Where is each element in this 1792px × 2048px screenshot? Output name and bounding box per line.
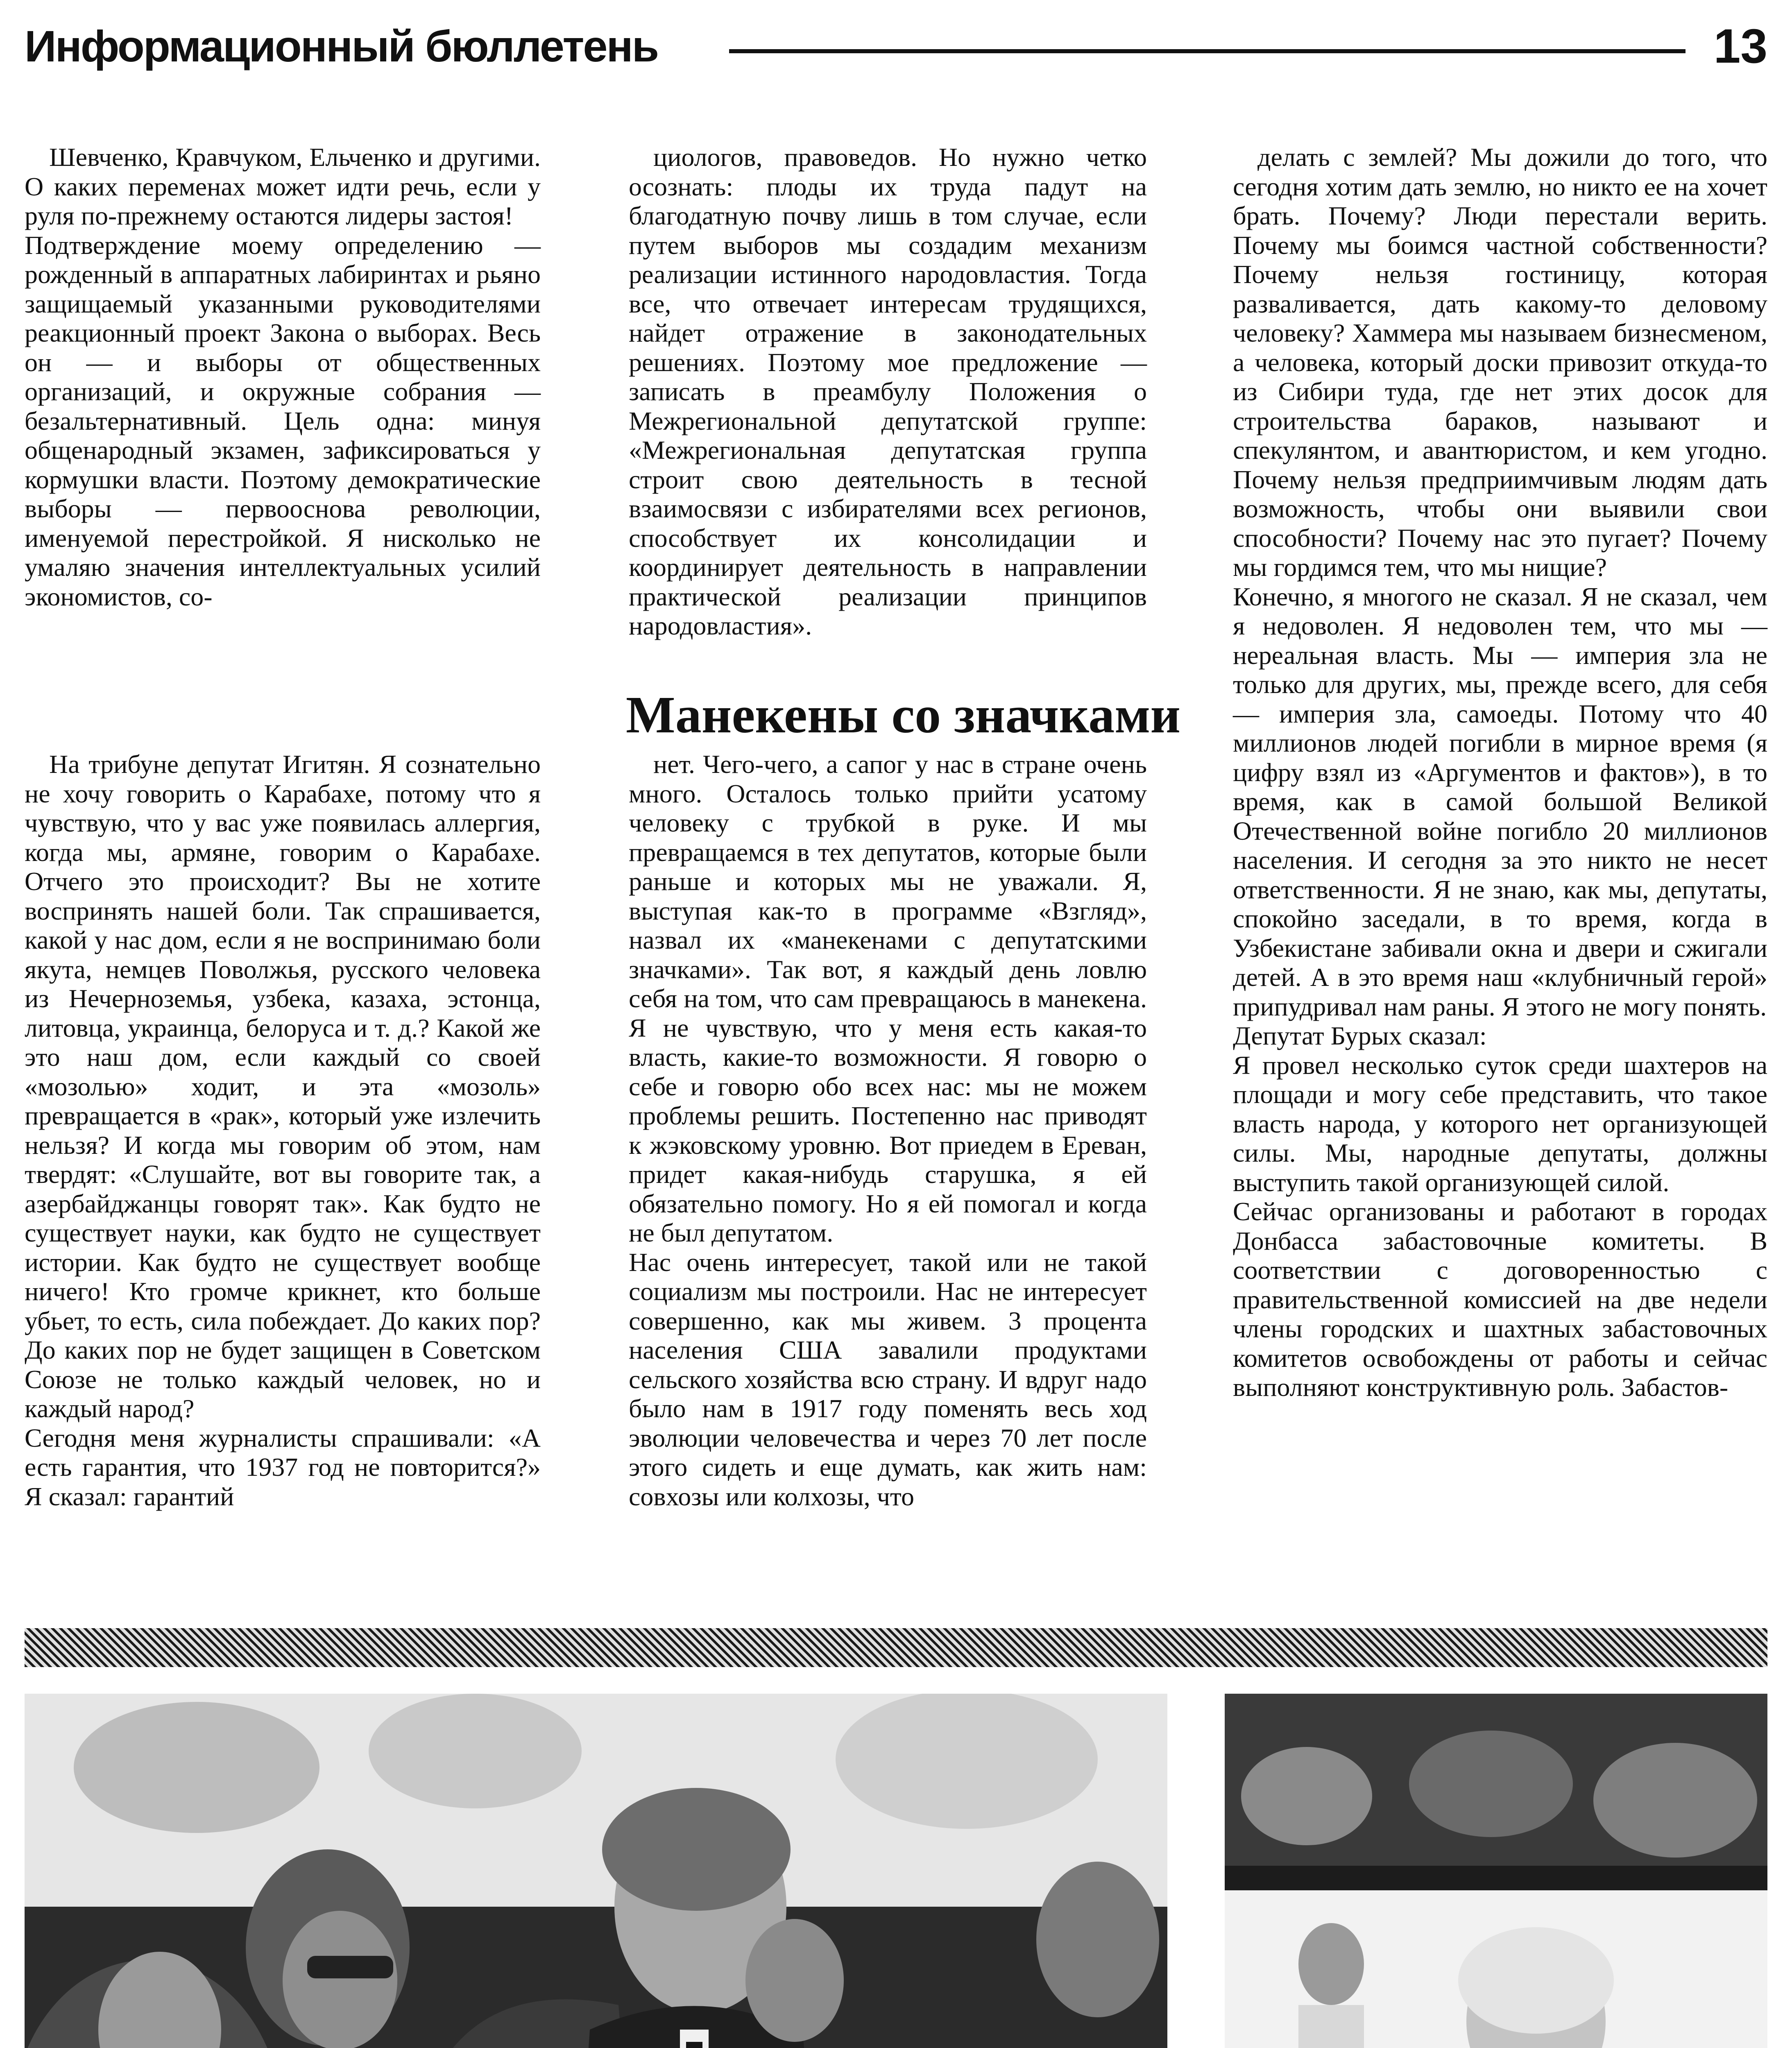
article-column-3: делать с землей? Мы дожили до того, что сегодня хотим дать землю, но никто ее на хочет брать. Почему? Люди перестали верить. Почему мы боимся частной собственности? Почему нельзя гостиницу, которая разваливается, дать какому-то деловому человеку? Хаммера мы называем бизнесменом, а человека, который доски привозит откуда-то из Сибири туда, где нет этих досок для строительства бараков, называют и спекулянтом, и авантюристом, и кем угодно. Почему нельзя предприимчивым людям дать возможность, чтобы они выявили свои способности? Почему нас это пугает? Почему мы гордимся тем, что мы нищие? Конечно, я многого не сказал. Я не сказал, чем я недоволен. Я недоволен тем, что мы — нереальная власть. Мы — империя зла не только для других, мы, прежде всего, для себя — империя зла, самоеды. Потому что 40 миллионов людей погибли в мирное время (я цифру взял из «Аргументов и фактов»), в то время, как в самой большой Великой Отечественной войне погибло 20 миллионов населения. И сегодня за это никто не несет ответственности. Я не знаю, как мы, депутаты, спокойно заседали, в то время, когда в Узбекистане забивали окна и двери и сжигали детей. А в это время наш «клубничный герой» припудривал нам раны. Я этого не могу понять. Депутат Бурых сказал: Я провел несколько суток среди шахтеров на площади и могу себе представить, что такое власть народа, у которого нет организующей силы. Мы, народные депутаты, должны выступить такой организующей силой. Сейчас организованы и работают в городах Донбасса забастовочные комитеты. В соответствии с договоренностью с правительственной комиссией на две недели члены городских и шахтных забастовочных комитетов освобождены от работы и сейчас выполняют конструктивную роль. Забастов- [1233, 143, 1767, 1402]
decorative-band-top [25, 1628, 1767, 1667]
page-header [25, 16, 1767, 77]
top-column-2: циологов, правоведов. Но нужно четко осознать: плоды их труда падут на благодатную почву лишь в том случае, если путем выборов мы создадим механизм реализации истинного народовластия. Тогда все, что отвечает интересам трудящихся, найдет отражение в законодательных решениях. Поэтому мое предложение — записать в преамбулу Положения о Межрегиональной депутатской группе: «Межрегиональная депутатская группа строит свою деятельность в тесной взаимосвязи с избирателями всех регионов, способствует их консолидации и координирует деятельность в направлении практической реализации принципов народовластия». [629, 143, 1147, 640]
article-column-2: нет. Чего-чего, а сапог у нас в стране очень много. Осталось только прийти усатому человеку с трубкой в руке. И мы превращаемся в тех депутатов, которые были раньше и которых мы не уважали. Я, выступая как-то в программе «Взгляд», назвал их «манекенами с депутатскими значками». Так вот, я каждый день ловлю себя на том, что сам превращаюсь в манекена. Я не чувствую, что у меня есть какая-то власть, какие-то возможности. Я говорю о себе и говорю обо всех нас: мы не можем проблемы решить. Постепенно нас приводят к жэковскому уровню. Вот приедем в Ереван, придет какая-нибудь старушка, я ей обязательно помогу. Но я ей помогал и когда не был депутатом. Нас очень интересует, такой или не такой социализм мы построили. Нас не интересует совершенно, как мы живем. 3 процента населения США завалили продуктами сельского хозяйства всю страну. И вдруг надо было нам в 1917 году поменять весь ход эволюции человечества и через 70 лет после этого сидеть и еще думать, как жить нам: совхозы или колхозы, что [629, 750, 1147, 1511]
header-rule [729, 49, 1686, 53]
photo-elderly-woman [1225, 1694, 1767, 2048]
top-column-1: Шевченко, Кравчуком, Ельченко и другими. О каких переменах может идти речь, если у руля по-прежнему остаются лидеры застоя! Подтверждение моему определению — рожденный в аппаратных лабиринтах и рьяно защищаемый указанными руководителями реакционный проект Закона о выборах. Весь он — и выборы от общественных организаций, и окружные собрания — безальтернативный. Цель одна: минуя общенародный экзамен, зафиксироваться у кормушки власти. Поэтому демократические выборы — первооснова революции, именуемой перестройкой. Я нисколько не умаляю значения интеллектуальных усилий экономистов, со- [25, 143, 541, 611]
photo-crowd-deputy [25, 1694, 1167, 2048]
page-number: 13 [1713, 19, 1767, 73]
publication-title: Информационный бюллетень [25, 21, 658, 71]
article-column-1: На трибуне депутат Игитян. Я сознательно не хочу говорить о Карабахе, потому что я чувствую, что у вас уже появилась аллергия, когда мы, армяне, говорим о Карабахе. Отчего это происходит? Вы не хотите воспринять нашей боли. Так спрашивается, какой у нас дом, если я не воспринимаю боли якута, немцев Поволжья, русского человека из Нечерноземья, узбека, казаха, эстонца, литовца, украинца, белоруса и т. д.? Какой же это наш дом, если каждый со своей «мозолью» ходит, и эта «мозоль» превращается в «рак», который уже излечить нельзя? И когда мы говорим об этом, нам твердят: «Слушайте, вот вы говорите так, а азербайджанцы говорят так». Как будто не существует науки, как будто не существует истории. Как будто не существует вообще ничего! Кто громче крикнет, кто больше убьет, то есть, сила побеждает. До каких пор? До каких пор не будет защищен в Советском Союзе не только каждый человек, но и каждый народ? Сегодня меня журналисты спрашивали: «А есть гарантия, что 1937 год не повторится?» Я сказал: гарантий [25, 750, 541, 1511]
article-headline: Манекены со значками [625, 686, 1181, 744]
